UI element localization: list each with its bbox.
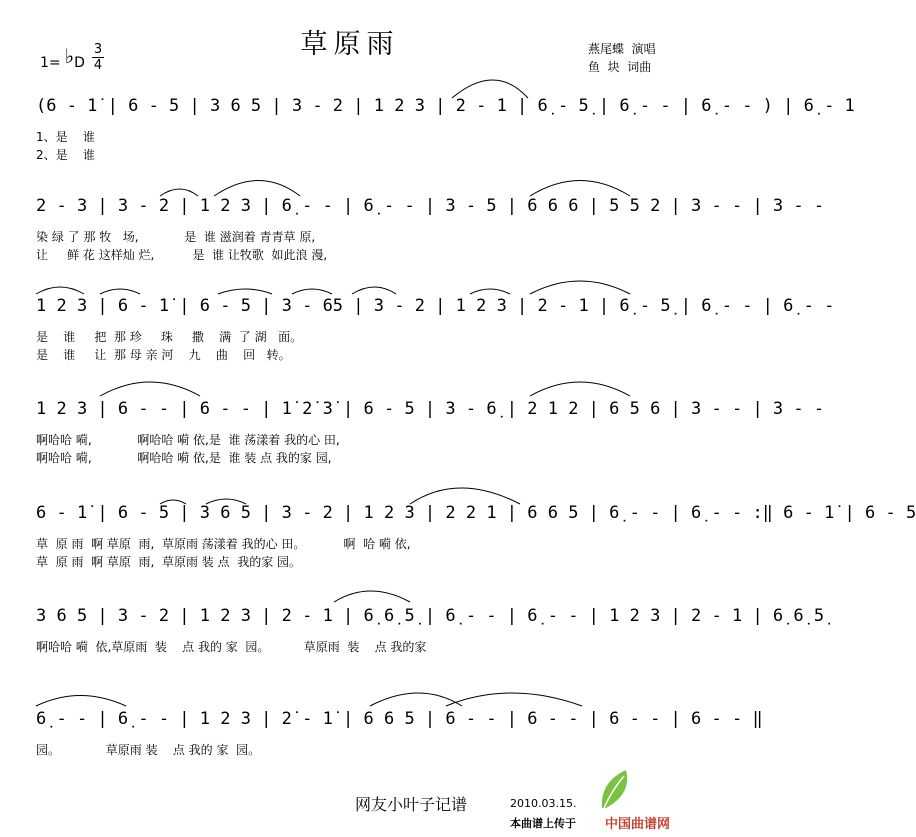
- lyric-line: 啊哈哈 嗬 依,草原雨 装 点 我的 家 园。 草原雨 装 点 我的家: [36, 640, 427, 654]
- meter-bottom: 4: [93, 58, 103, 73]
- transcriber-signature: 网友小叶子记谱: [355, 795, 468, 814]
- transcription-date: 2010.03.15.: [510, 797, 577, 810]
- notation-line: 6 - 1̇ | 6 - 5 | 3 6 5 | 3 - 2 | 1 2 3 | 2 2 1 | 6 6 5 | 6̣ - - | 6̣ - - :‖ 6 - 1̇ | 6 - 5: [36, 503, 916, 523]
- lyric-line: 草 原 雨 啊 草原 雨, 草原雨 荡漾着 我的心 田。 啊 哈 嗬 依,: [36, 537, 411, 551]
- key-note: D: [74, 55, 85, 71]
- lyric-line: 啊哈哈 嗬, 啊哈哈 嗬 依,是 谁 荡漾着 我的心 田,: [36, 433, 340, 447]
- lyric-line: 草 原 雨 啊 草原 雨, 草原雨 装 点 我的家 园。: [36, 555, 302, 569]
- notation-line: 1 2 3 | 6 - 1̇ | 6 - 5 | 3 - 65 | 3 - 2 | 1 2 3 | 2 - 1 | 6̣ - 5̣ | 6̣ - - | 6̣ - -: [36, 296, 835, 316]
- key-signature: [40, 44, 85, 72]
- lyric-line: 染 绿 了 那 牧 场, 是 谁 滋润着 青青草 原,: [36, 230, 316, 244]
- score-row: [0, 703, 763, 823]
- credits: [588, 40, 656, 76]
- flat-sign: ♭: [64, 44, 75, 68]
- lyric-line: 啊哈哈 嗬, 啊哈哈 嗬 依,是 谁 装 点 我的家 园,: [36, 451, 332, 465]
- score-row: [0, 393, 825, 513]
- notation-line: 1 2 3 | 6 - - | 6 - - | 1̇ 2̇ 3̇ | 6 - 5 | 3 - 6̣ | 2 1 2 | 6 5 6 | 3 - - | 3 - -: [36, 399, 825, 419]
- notation-line: 6̣ - - | 6̣ - - | 1 2 3 | 2̇ - 1̇ | 6 6 5 | 6 - - | 6 - - | 6 - - | 6 - - ‖: [36, 709, 763, 729]
- lyric-line: 2、是 谁: [36, 148, 95, 162]
- lyric-line: 是 谁 让 那 母 亲 河 九 曲 回 转。: [36, 348, 291, 362]
- meter-top: 3: [93, 42, 103, 57]
- notation-line: (6 - 1̇ | 6 - 5 | 3 6 5 | 3 - 2 | 1 2 3 | 2 - 1 | 6̣ - 5̣ | 6̣ - - | 6̣ - - ) | 6̣ - 1: [36, 96, 855, 116]
- notation-line: 2 - 3 | 3 - 2 | 1 2 3 | 6̣ - - | 6̣ - - | 3 - 5 | 6 6 6 | 5 5 2 | 3 - - | 3 - -: [36, 196, 825, 216]
- credit-singer: 燕尾蝶 演唱: [588, 42, 656, 56]
- page-title: 草原雨: [300, 29, 400, 60]
- lyric-line: 是 谁 把 那 珍 珠 撒 满 了 湖 面。: [36, 330, 303, 344]
- lyric-line: 1、是 谁: [36, 130, 95, 144]
- score-row: [0, 600, 825, 720]
- credit-composer: 鱼 块 词曲: [588, 60, 652, 74]
- notation-line: 3 6 5 | 3 - 2 | 1 2 3 | 2 - 1 | 6̣ 6̣ 5̣ | 6̣ - - | 6̣ - - | 1 2 3 | 2 - 1 | 6̣ 6̣ 5̣: [36, 606, 825, 626]
- leaf-logo-icon: [596, 764, 636, 812]
- site-name: 中国曲谱网: [605, 817, 671, 832]
- time-signature: [92, 42, 104, 73]
- lyric-line: 让 鲜 花 这样灿 烂, 是 谁 让牧歌 如此浪 漫,: [36, 248, 328, 262]
- lyric-line: 园。 草原雨 装 点 我的 家 园。: [36, 743, 261, 757]
- key-prefix: 1=: [40, 55, 61, 71]
- upload-note: 本曲谱上传于: [510, 817, 576, 830]
